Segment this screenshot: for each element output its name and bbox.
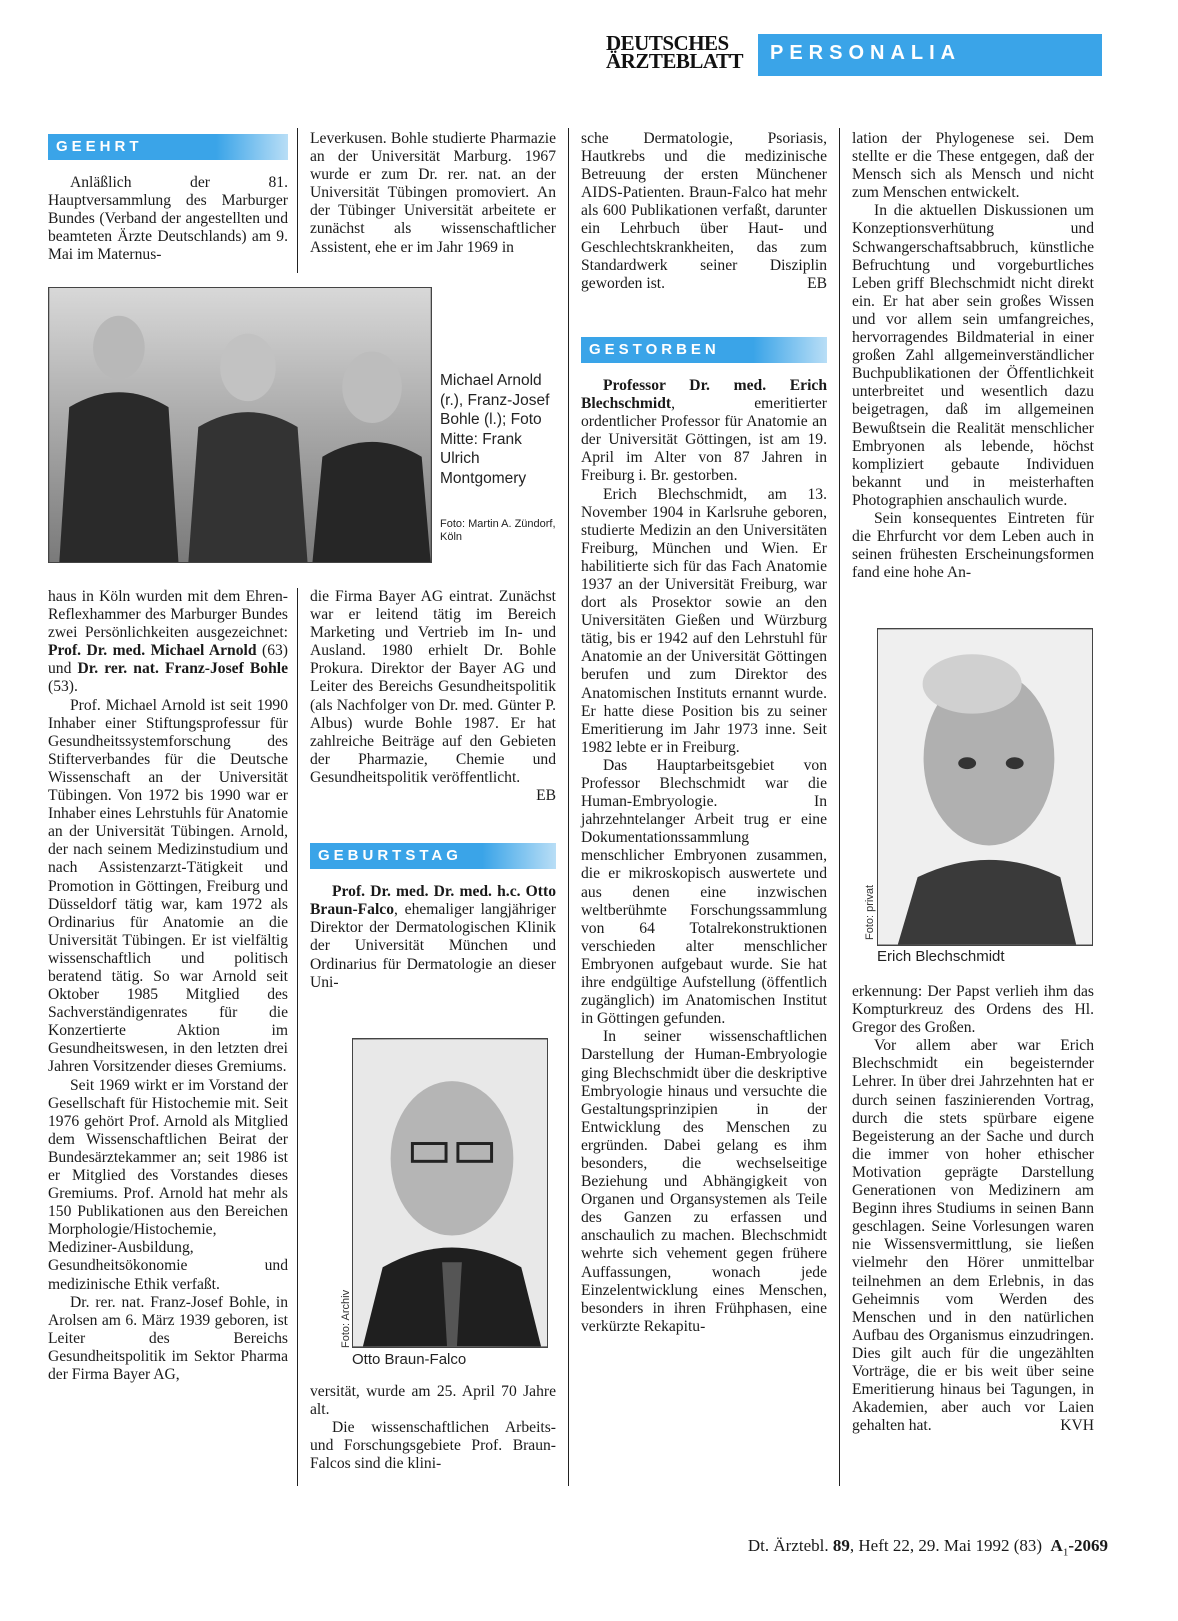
text-run: (53).: [48, 678, 78, 696]
paragraph: Das Hauptarbeitsgebiet von Professor Blechschmidt war die Human-Embryologie. In jahrzehntelanger Arbeit trug er eine Dokumentationssammlung menschlicher Embryonen zusammen, die er mikroskopisch auswertete und aus denen eine inzwischen weltberühmte Forschungssammlung von 64 Totalrekonstruktionen verschieden alter menschlicher Embryonen aufgebaut wurde. Sie hat ihre endgültige Aufstellung (öffentlich zugänglich) im Anatomischen Institut in Göttingen gefunden.: [581, 756, 827, 1028]
author-signature: KVH: [1060, 1417, 1094, 1435]
paragraph: Seit 1969 wirkt er im Vorstand der Gesellschaft für Histochemie mit. Seit 1976 gehört Prof. Arnold als Mitglied dem Wissenschaftlichen Beirat der Bundesärztekammer an; seit 1986 ist er Mitglied des Vorstandes dieses Gremiums. Prof. Arnold hat mehr als 150 Publikationen aus den Bereichen Morphologie/Histochemie, Mediziner-Ausbildung, Gesundheitsökonomie und medizinische Ethik verfaßt.: [48, 1076, 288, 1293]
masthead-line2: ÄRZTEBLATT: [606, 49, 743, 73]
column-rule: [297, 128, 298, 273]
masthead-logo: [606, 31, 748, 73]
paragraph: Die wissenschaftlichen Arbeits- und Forschungsgebiete Prof. Braun-Falcos sind die klini-: [310, 1419, 556, 1473]
group-photo-credit: Foto: Martin A. Zündorf, Köln: [440, 518, 556, 543]
page-footer: [748, 1536, 1108, 1558]
column-2-top: [310, 130, 556, 257]
paragraph: Prof. Michael Arnold ist seit 1990 Inhaber einer Stiftungsprofessur für Gesundheitssystemforschung des Stifterverbandes für die Deutsche Wissenschaft an der Universität Tübingen. Von 1972 bis 1990 war er Inhaber eines Lehrstuhls für Anatomie an der Universität Tübingen. Arnold, der nach seinem Medizinstudium und nach Assistenzarzt-Tätigkeit und Promotion in Göttingen, Freiburg und Düsseldorf tätig war, kam 1972 als Ordinarius für Anatomie an die Universität Tübingen. Er ist vielfältig wissenschaftlich und politisch beratend tätig. So war Arnold seit Oktober 1985 Mitglied des Sachverständigenrates für die Konzertierte Aktion im Gesundheitswesen, in den letzten drei Jahren Vorsitzender dieses Gremiums.: [48, 696, 288, 1076]
text-run: , ehemaliger langjähriger Direktor der Dermatologischen Klinik der Universität München und Ordinarius für Dermatologie an dieser Uni-: [310, 901, 556, 991]
person-name: Professor Dr. med. Erich Blechschmidt: [581, 376, 827, 413]
person-name: Prof. Dr. med. Dr. med. h.c. Otto Braun-Falco: [310, 883, 556, 919]
column-4-top: [852, 130, 1094, 582]
column-1-bottom: [48, 588, 288, 1384]
text-run: (63) und: [48, 642, 288, 678]
portrait-braun-falco-caption: Otto Braun-Falco: [352, 1351, 467, 1368]
author-signature: EB: [807, 274, 827, 292]
paragraph: erkennung: Der Papst verlieh ihm das Kompturkreuz des Ordens des Hl. Gregor des Großen.: [852, 983, 1094, 1037]
footer-journal: Dt. Ärztebl.: [747, 1536, 833, 1555]
footer-page-prefix: A: [1050, 1536, 1063, 1555]
paragraph: Sein konsequentes Eintreten für die Ehrfurcht vor dem Leben auch in seinen frühesten Erscheinungsformen fand eine hohe An-: [852, 509, 1094, 582]
column-1-top: [48, 134, 288, 264]
column-rule: [568, 128, 569, 1486]
footer-page-sub: 1: [1062, 1546, 1069, 1559]
portrait-blechschmidt-credit: Foto: privat: [864, 884, 876, 940]
paragraph: [310, 883, 556, 992]
paragraph: In die aktuellen Diskussionen um Konzeptionsverhütung und Schwangerschaftsabbruch, künstliche Befruchtung und vorgeburtliches Leben griff Blechschmidt nicht direkt ein. Er hat aber sein großes Wissen und vor allem sein umfangreiches, hervorragendes Bildmaterial in einer großen Zahl allgemeinverständlicher Buchpublikationen der Öffentlichkeit unterbreitet und wesentlich dazu beigetragen, daß im allgemeinen Bewußtsein die Realität menschlicher Embryonen als lebende, höchst kompliziert gebaute Individuen bekannt und in meisterhaften Photographien anschaulich wurde.: [852, 202, 1094, 509]
paragraph: Leverkusen. Bohle studierte Pharmazie an der Universität Marburg. 1967 wurde er zum Dr. rer. nat. an der Universität Tübingen promoviert. An der Tübinger Universität arbeitete er zunächst als wissenschaftlicher Assistent, ehe er im Jahr 1969 in: [310, 130, 556, 256]
section-banner-geehrt: GEEHRT: [48, 134, 288, 160]
group-photo-caption: Michael Arnold (r.), Franz-Josef Bohle (l.); Foto Mitte: Frank Ulrich Montgomery: [440, 372, 550, 487]
paragraph: sche Dermatologie, Psoriasis, Hautkrebs und die medizinische Betreuung der ersten Münchener AIDS-Patienten. Braun-Falco hat mehr als 600 Publikationen verfaßt, darunter ein Lehrbuch über Haut- und Geschlechtskrankheiten, das zum Standardwerk seiner Disziplin geworden ist.: [581, 130, 827, 292]
portrait-braun-falco: [352, 1038, 548, 1348]
portrait-braun-falco-credit: Foto: Archiv: [340, 1289, 352, 1348]
text-run: haus in Köln wurden mit dem Ehren-Reflexhammer des Marburger Bundes zwei Persönlichkeiten ausgezeichnet:: [48, 588, 288, 642]
paragraph: lation der Phylogenese sei. Dem stellte er die These entgegen, daß der Mensch sich als Mensch und nicht zum Menschen entwickelt.: [852, 130, 1094, 202]
author-signature: EB: [536, 787, 556, 805]
portrait-braun-falco-image: [353, 1039, 547, 1347]
paragraph: versität, wurde am 25. April 70 Jahre alt.: [310, 1383, 556, 1419]
column-2-bottom: [310, 588, 556, 992]
footer-volume: 89: [832, 1536, 850, 1555]
section-header: PERSONALIA: [758, 34, 1102, 76]
text-run: , emeritierter ordentlicher Professor für Anatomie an der Universität Göttingen, ist am 19. April im Alter von 87 Jahren in Freiburg i. Br. gestorben.: [581, 395, 827, 485]
paragraph: die Firma Bayer AG eintrat. Zunächst war er leitend tätig im Bereich Marketing und Vertrieb im In- und Ausland. 1980 erhielt Dr. Bohle Prokura. Direktor der Bayer AG und Leiter des Bereichs Gesundheitspolitik (als Nachfolger von Dr. med. Günter P. Albus) wurde Bohle 1987. Er hat zahlreiche Beiträge auf den Gebieten der Pharmazie, Chemie und Gesundheitspolitik veröffentlicht.: [310, 588, 556, 786]
paragraph: Anläßlich der 81. Hauptversammlung des Marburger Bundes (Verband der angestellten und beamteten Ärzte Deutschlands) am 9. Mai im Maternus-: [48, 174, 288, 264]
footer-page-number: -2069: [1068, 1536, 1108, 1555]
group-photo-image: [49, 288, 431, 562]
section-banner-geburtstag: GEBURTSTAG: [310, 843, 556, 869]
person-name: Prof. Dr. med. Michael Arnold: [48, 642, 257, 660]
column-3: [581, 130, 827, 1336]
masthead-line1: DEUTSCHES: [606, 31, 729, 55]
column-rule: [297, 588, 298, 1486]
group-photo: [48, 287, 432, 563]
paragraph: Erich Blechschmidt, am 13. November 1904 in Karlsruhe geboren, studierte Medizin an den Universitäten Freiburg, München und Wien. Er habilitierte sich für das Fach Anatomie 1937 an der Universität Freiburg, war dort als Prosektor sowie an den Universitäten Gießen und Würzburg tätig, bis er 1942 auf den Lehrstuhl für Anatomie an der Universität Göttingen berufen und zum Direktor des Anatomischen Instituts ernannt wurde. Er hatte diese Position bis zu seiner Emeritierung im Jahr 1973 inne. Seit 1982 lebte er in Freiburg.: [581, 485, 827, 756]
paragraph: [581, 377, 827, 486]
person-name: Dr. rer. nat. Franz-Josef Bohle: [77, 660, 288, 678]
portrait-blechschmidt-image: [878, 629, 1092, 945]
paragraph: Dr. rer. nat. Franz-Josef Bohle, in Arolsen am 6. März 1939 geboren, ist Leiter des Bereichs Gesundheitspolitik im Sektor Pharma der Firma Bayer AG,: [48, 1293, 288, 1384]
column-4-bottom: [852, 983, 1094, 1435]
footer-issue: , Heft 22, 29. Mai 1992 (83): [849, 1536, 1043, 1555]
portrait-blechschmidt: [877, 628, 1093, 946]
portrait-blechschmidt-caption: Erich Blechschmidt: [877, 948, 1005, 965]
paragraph: [48, 588, 288, 697]
column-2-final: [310, 1383, 556, 1473]
paragraph: Vor allem aber war Erich Blechschmidt ein begeisternder Lehrer. In über drei Jahrzehnten hat er durch seinen faszinierenden Vortrag, durch die stets spürbare eigene Begeisterung an der Sache und durch die immer von hoher ethischer Motivation geprägte Darstellung Generationen von Medizinern am Beginn ihres Studiums in seinen Bann geschlagen. Seine Vorlesungen waren nie Wissensvermittlung, sie ließen vielmehr den Hörer unmittelbar teilnehmen an dem Erlebnis, in das Geheimnis vom Werden des Menschen und in den natürlichen Aufbau des Organismus einzudringen. Dies gilt auch für die ungezählten Vorträge, die er bis weit über seine Emeritierung hinaus bei Tagungen, in Akademien, aber auch vor Laien gehalten hat.: [852, 1037, 1094, 1435]
paragraph: In seiner wissenschaftlichen Darstellung der Human-Embryologie ging Blechschmidt über die deskriptive Embryologie hinaus und versuchte die Gestaltungsprinzipien in der Entwicklung des Menschen zu ergründen. Dabei gelang es ihm besonders, die wechselseitige Beziehung und Abhängigkeit von Organen und Organsystemen als Teile des Ganzen zu erfassen und anschaulich zu machen. Blechschmidt wehrte sich vehement gegen frühere Auffassungen, wonach jede Einzelentwicklung eines Menschen, besonders in ihren Frühphasen, eine verkürzte Rekapitu-: [581, 1028, 827, 1335]
column-rule: [839, 128, 840, 1486]
section-banner-gestorben: GESTORBEN: [581, 337, 827, 363]
